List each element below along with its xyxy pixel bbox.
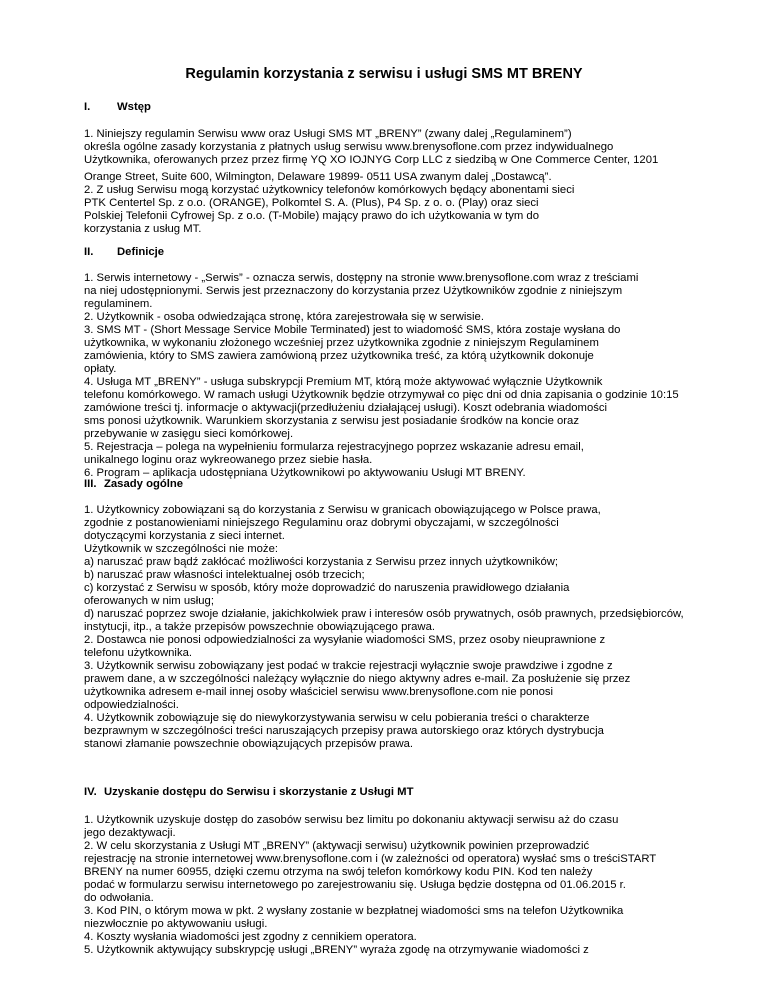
text-line: przebywanie w zasięgu sieci komórkowej.: [84, 428, 294, 440]
text-line: Użytkownik w szczególności nie może:: [84, 543, 278, 555]
section-heading-4: [84, 786, 413, 798]
text-line: BRENY na numer 60955, dzięki czemu otrzyma na swój telefon komórkowy kodu PIN. Kod ten należy: [84, 866, 593, 878]
text-line: telefonu komórkowego. W ramach usługi Użytkownik będzie otrzymywał co pięc dni od dnia zapisania o godzinie 10:15: [84, 389, 679, 401]
text-line: 4. Usługa MT „BRENY” - usługa subskrypcji Premium MT, którą może aktywować wyłącznie Użytkownik: [84, 376, 603, 388]
section-title: Uzyskanie dostępu do Serwisu i skorzystanie z Usługi MT: [104, 786, 414, 798]
text-line: unikalnego loginu oraz wykreowanego przez siebie hasła.: [84, 454, 373, 466]
text-line: 5. Użytkownik aktywujący subskrypcję usługi „BRENY” wyraża zgodę na otrzymywanie wiadomości z: [84, 944, 589, 956]
section-body-2: [84, 272, 704, 480]
section-title: Definicje: [117, 246, 165, 258]
text-line: a) naruszać praw bądź zakłócać możliwości korzystania z Serwisu przez innych użytkowników;: [84, 556, 559, 568]
text-line: c) korzystać z Serwisu w sposób, który może doprowadzić do naruszenia prawidłowego działania: [84, 582, 570, 594]
text-line: użytkownika, w wykonaniu złożonego wcześniej przez użytkownika zgodnie z niniejszym Regulaminem: [84, 337, 599, 349]
document-title: Regulamin korzystania z serwisu i usługi SMS MT BRENY: [185, 66, 583, 82]
text-line: 5. Rejestracja – polega na wypełnieniu formularza rejestracyjnego poprzez wskazanie adresu email,: [84, 441, 584, 453]
text-line: podać w formularzu serwisu internetowego po zarejestrowaniu się. Usługa będzie dostępna od 01.06.2015 r.: [84, 879, 626, 891]
section-heading-3: [84, 478, 183, 490]
text-line: jego dezaktywacji.: [84, 827, 176, 839]
section-number: III.: [84, 478, 97, 490]
text-line: 3. Użytkownik serwisu zobowiązany jest podać w trakcie rejestracji wyłącznie swoje prawdziwe i zgodne z: [84, 660, 613, 672]
text-line: 2. Z usług Serwisu mogą korzystać użytkownicy telefonów komórkowych będący abonentami sieci: [84, 184, 575, 196]
section-heading-1: [84, 101, 151, 113]
text-line: 4. Użytkownik zobowiązuje się do niewykorzystywania serwisu w celu pobierania treści o charakterze: [84, 712, 590, 724]
text-line: regulaminem.: [84, 298, 153, 310]
text-line: bezprawnym w szczególności treści naruszających przepisy prawa autorskiego oraz których dystrybucja: [84, 725, 604, 737]
text-line: PTK Centertel Sp. z o.o. (ORANGE), Polkomtel S. A. (Plus), P4 Sp. z o. o. (Play) oraz sieci: [84, 197, 539, 209]
section-number: I.: [84, 101, 91, 113]
text-line: oferowanych w nim usług;: [84, 595, 214, 607]
section-title: Wstęp: [117, 101, 151, 113]
text-line: 3. Kod PIN, o którym mowa w pkt. 2 wysłany zostanie w bezpłatnej wiadomości sms na telefon Użytkownika: [84, 905, 624, 917]
text-line: 1. Niniejszy regulamin Serwisu www oraz Usługi SMS MT „BRENY” (zwany dalej „Regulaminem”): [84, 128, 572, 140]
section-number: IV.: [84, 786, 97, 798]
text-line: 6. Program – aplikacja udostępniana Użytkownikowi po aktywowaniu Usługi MT BRENY.: [84, 467, 526, 479]
text-line: 4. Koszty wysłania wiadomości jest zgodny z cennikiem operatora.: [84, 931, 417, 943]
text-line: opłaty.: [84, 363, 117, 375]
text-line: odpowiedzialności.: [84, 699, 179, 711]
text-line: 2. Użytkownik - osoba odwiedzająca stronę, która zarejestrowała się w serwisie.: [84, 311, 484, 323]
text-line: 1. Użytkownik uzyskuje dostęp do zasobów serwisu bez limitu po dokonaniu aktywacji serwisu aż do czasu: [84, 814, 619, 826]
text-line: Polskiej Telefonii Cyfrowej Sp. z o.o. (T-Mobile) mający prawo do ich użytkowania w tym do: [84, 210, 539, 222]
text-line: 1. Serwis internetowy - „Serwis” - oznacza serwis, dostępny na stronie www.brenysoflone.com wraz z treściami: [84, 272, 639, 284]
text-line: b) naruszać praw własności intelektualnej osób trzecich;: [84, 569, 365, 581]
section-number: II.: [84, 246, 94, 258]
text-line: d) naruszać poprzez swoje działanie, jakichkolwiek praw i interesów osób prywatnych, osób prawnych, przedsiębiorców,: [84, 608, 684, 620]
text-line: zamówienia, który to SMS zawiera zamówioną przez użytkownika treść, za którą użytkownik dokonuje: [84, 350, 594, 362]
text-line: rejestrację na stronie internetowej www.brenysoflone.com i (w zależności od operatora) wysłać sms o treściSTART: [84, 853, 657, 865]
text-line: korzystania z usług MT.: [84, 223, 202, 235]
text-line: użytkownika adresem e-mail innej osoby właściciel serwisu www.brenysoflone.com nie ponosi: [84, 686, 554, 698]
text-line: dotyczącymi korzystania z sieci internet.: [84, 530, 285, 542]
section-body-1: [84, 128, 704, 236]
text-line: sms ponosi użytkownik. Warunkiem skorzystania z serwisu jest posiadanie środków na koncie oraz: [84, 415, 579, 427]
text-line: instytucji, itp., a także przepisów powszechnie obowiązującego prawa.: [84, 621, 436, 633]
text-line: 3. SMS MT - (Short Message Service Mobile Terminated) jest to wiadomość SMS, która zostaje wysłana do: [84, 324, 621, 336]
section-heading-2: [84, 246, 164, 258]
text-line: określa ogólne zasady korzystania z płatnych usług serwisu www.brenysoflone.com przez indywidualnego: [84, 141, 614, 153]
text-line: zamówione treści tj. informacje o aktywacji(przedłużeniu działającej usługi). Koszt odebrania wiadomości: [84, 402, 608, 414]
section-title: Zasady ogólne: [104, 478, 184, 490]
text-line: 1. Użytkownicy zobowiązani są do korzystania z Serwisu w granicach obowiązującego w Polsce prawa,: [84, 504, 601, 516]
section-body-4: [84, 814, 704, 957]
section-body-3: [84, 504, 704, 751]
text-line: 2. W celu skorzystania z Usługi MT „BRENY” (aktywacji serwisu) użytkownik powinien przeprowadzić: [84, 840, 590, 852]
text-line: telefonu użytkownika.: [84, 647, 193, 659]
text-line: Orange Street, Suite 600, Wilmington, Delaware 19899- 0511 USA zwanym dalej „Dostawcą”.: [84, 171, 552, 183]
text-line: Użytkownika, oferowanych przez przez firmę YQ XO IOJNYG Corp LLC z siedzibą w One Commerce Center, 1201: [84, 154, 659, 166]
text-line: niezwłocznie po aktywowaniu usługi.: [84, 918, 268, 930]
text-line: zgodnie z postanowieniami niniejszego Regulaminu oraz dobrymi obyczajami, w szczególności: [84, 517, 559, 529]
text-line: prawem dane, a w szczególności należący wyłącznie do niego aktywny adres e-mail. Za posłużenie się przez: [84, 673, 631, 685]
text-line: 2. Dostawca nie ponosi odpowiedzialności za wysyłanie wiadomości SMS, przez osoby nieuprawnione z: [84, 634, 606, 646]
text-line: stanowi złamanie powszechnie obowiązujących przepisów prawa.: [84, 738, 414, 750]
text-line: do odwołania.: [84, 892, 154, 904]
text-line: na niej udostępnionymi. Serwis jest przeznaczony do korzystania przez Użytkowników zgodnie z niniejszym: [84, 285, 623, 297]
